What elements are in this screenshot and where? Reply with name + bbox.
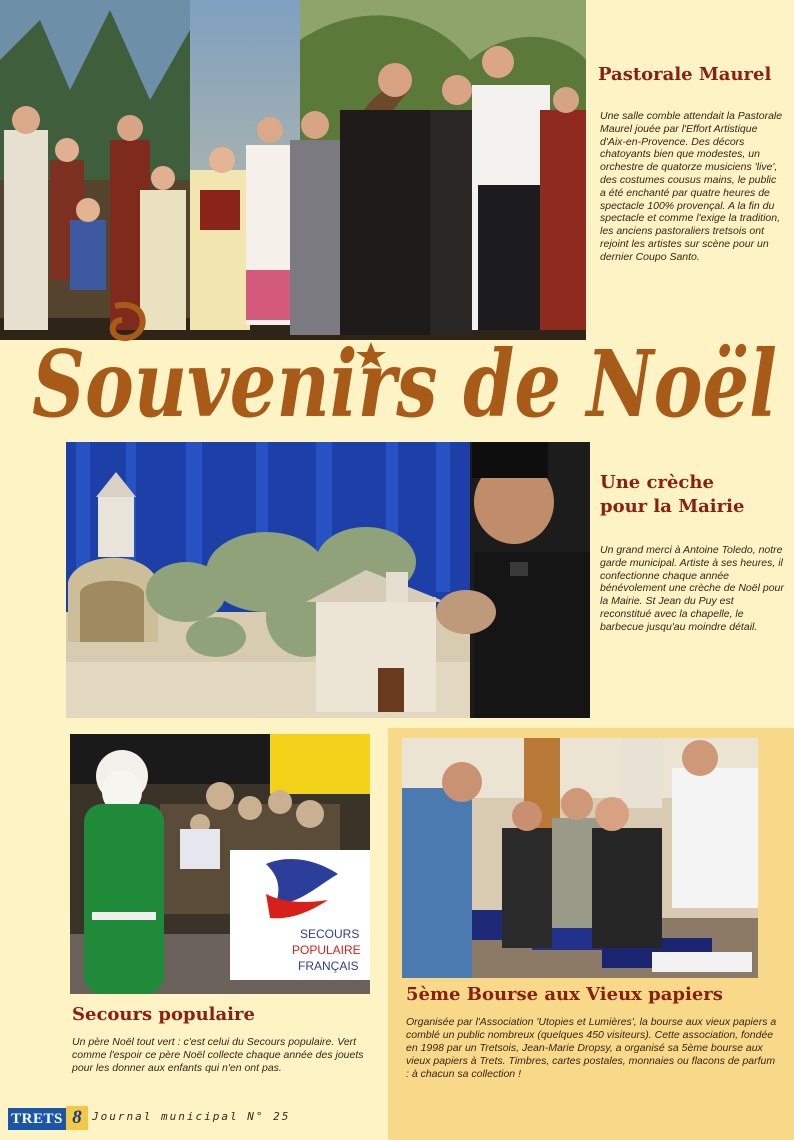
trets-logo: TRETS	[8, 1108, 66, 1130]
banner-title-text: Souvenirs de Noël	[32, 330, 777, 438]
creche-text: Un grand merci à Antoine Toledo, notre garde municipal. Artiste à ses heures, il confectionne chaque année bénévolement une crèche de Noël pour la Mairie. St Jean du Puy est reconstitué avec la chapelle, le barbecue jusqu'au moindre détail.	[600, 544, 784, 633]
pastorale-text: Une salle comble attendait la Pastorale Maurel jouée par l'Effort Artistique d'Aix-en-Provence. Des décors chatoyants bien que modestes, un orchestre de quatorze musiciens 'live', des costumes cousus mains, le public a été enchanté par quatre heures de spectacle 100% provençal. A la fin du spectacle et comme l'exige la tradition, les anciens pastoraliers tretsois ont rejoint les artistes sur scène pour un dernier Coupo Santo.	[600, 110, 783, 263]
footer	[0, 1100, 794, 1140]
creche-photo	[66, 442, 590, 718]
creche-title-line2: pour la Mairie	[600, 496, 745, 517]
secours-text: Un père Noël tout vert : c'est celui du Secours populaire. Vert comme l'espoir ce père Noël collecte chaque année des jouets pour les donner aux enfants qui n'en ont pas.	[72, 1036, 364, 1074]
secours-photo	[70, 734, 370, 994]
secours-title: Secours populaire	[72, 1004, 255, 1025]
page-number: 8	[66, 1106, 88, 1130]
bourse-photo	[402, 738, 758, 978]
secours-banner-line2: POPULAIRE	[292, 943, 361, 957]
bourse-text: Organisée par l'Association 'Utopies et Lumières', la bourse aux vieux papiers a comblé un public nombreux (quelques 450 visiteurs). Cette association, fondée en 1998 par un Tretsois, Jean-Marie Dropsy, a organisé sa 5ème bourse aux vieux papiers à Trets. Timbres, cartes postales, monnaies ou flacons de parfum : à chacun sa collection !	[406, 1016, 777, 1080]
banner-title	[30, 288, 790, 438]
creche-title-line1: Une crèche	[600, 472, 714, 493]
journal-label: Journal municipal N° 25	[92, 1110, 291, 1123]
secours-banner-line1: SECOURS	[300, 927, 360, 941]
bourse-title: 5ème Bourse aux Vieux papiers	[406, 984, 723, 1005]
pastorale-title: Pastorale Maurel	[598, 64, 772, 85]
secours-banner-line3: FRANÇAIS	[298, 959, 359, 973]
